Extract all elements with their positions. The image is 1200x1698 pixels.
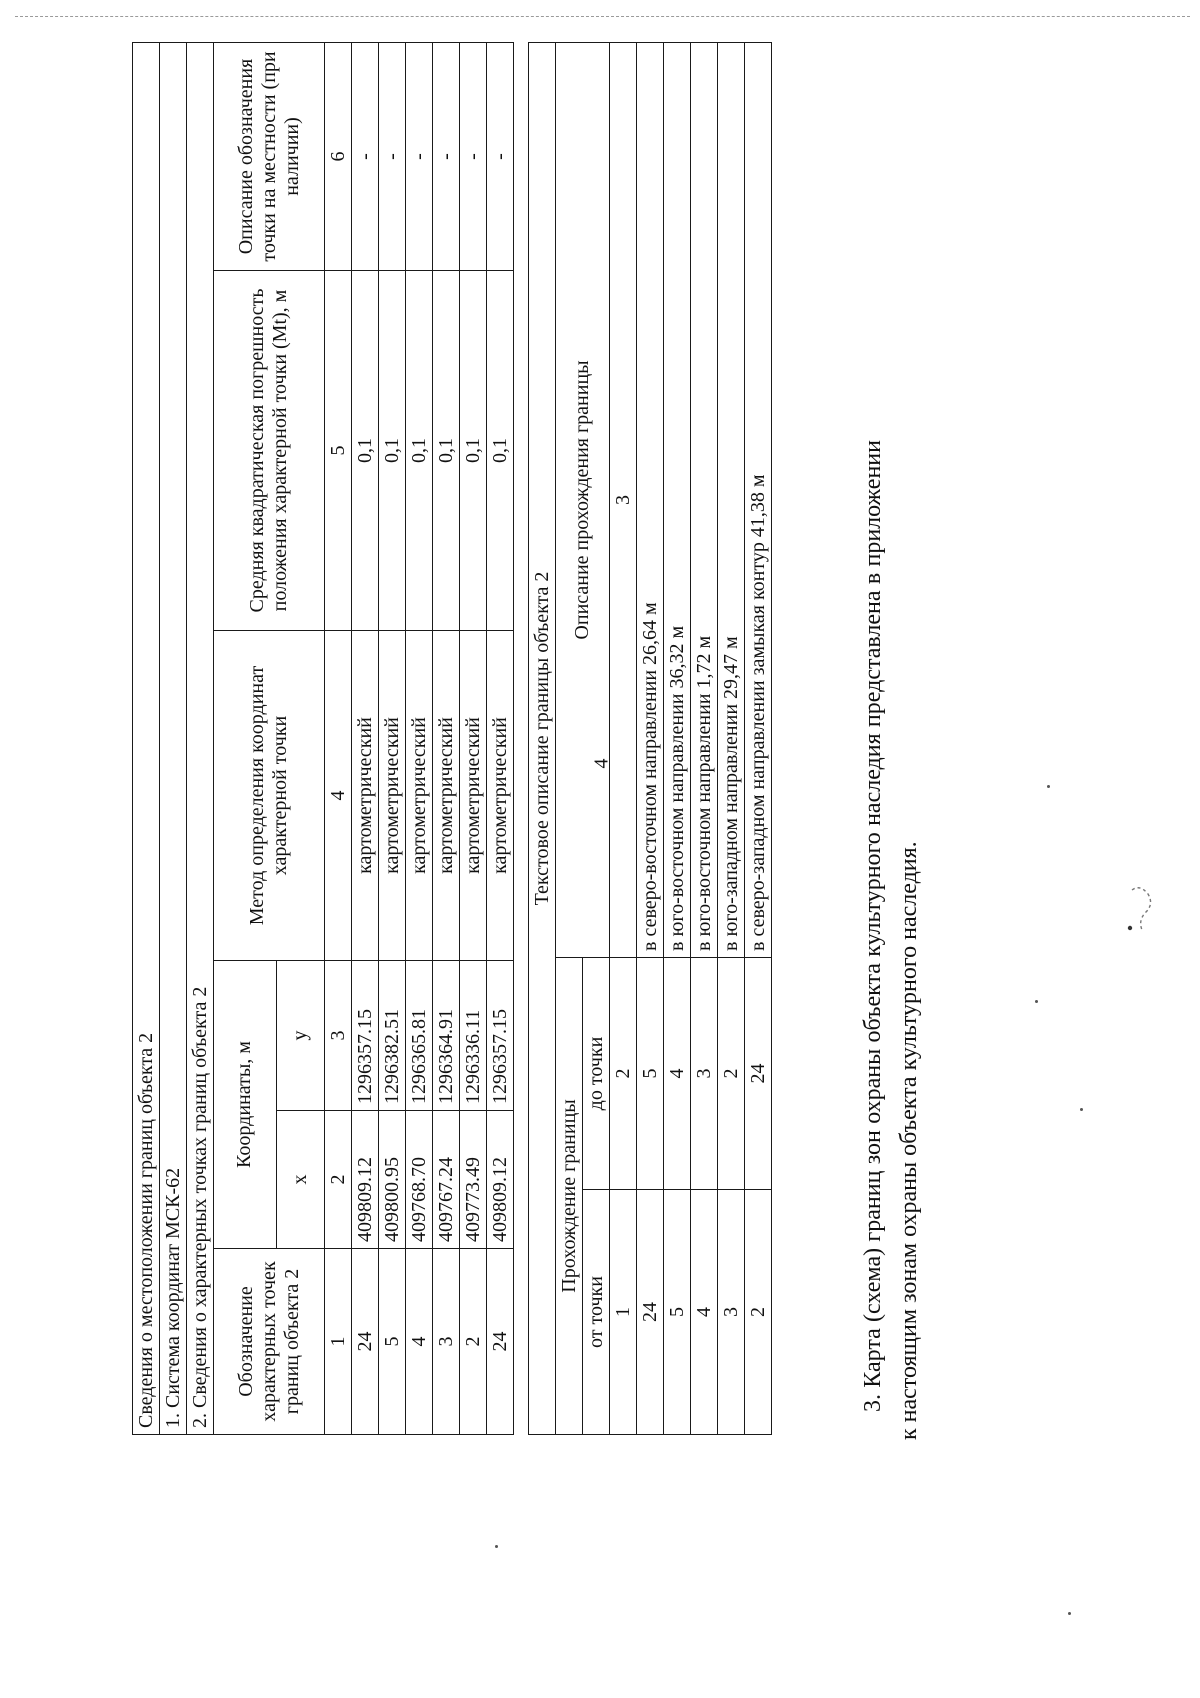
header-from-point: от точки [583, 1190, 610, 1435]
scan-speck [1047, 785, 1050, 788]
col-number: 4 [325, 631, 352, 961]
point-id: 3 [433, 1249, 460, 1435]
coord-y: 1296365.81 [406, 961, 433, 1111]
error-value: 0,1 [352, 271, 379, 631]
table-row [460, 43, 487, 1435]
coord-y: 1296382.51 [379, 961, 406, 1111]
from-point: 3 [718, 1190, 745, 1435]
point-id: 2 [460, 1249, 487, 1435]
coord-y: 1296336.11 [460, 961, 487, 1111]
boundary-rows [637, 42, 772, 1434]
header-y: y [276, 961, 324, 1111]
coord-x: 409773.49 [460, 1111, 487, 1249]
from-point: 24 [637, 1190, 664, 1435]
boundary-description-table [528, 42, 772, 1435]
coord-x: 409800.95 [379, 1111, 406, 1249]
table-row [745, 42, 772, 1434]
page-number: 4 [590, 758, 613, 769]
scan-speck [1035, 1000, 1038, 1003]
to-point: 2 [718, 958, 745, 1190]
error-value: 0,1 [433, 271, 460, 631]
scan-speck [495, 1545, 498, 1548]
map-note-paragraph: 3. Карта (схема) границ зон охраны объекта культурного наследия представлена в приложении к настоящим зонам охраны объекта культурного наследия. [860, 440, 922, 1440]
points-rows [352, 43, 514, 1435]
to-point: 24 [745, 958, 772, 1190]
table2-title: Текстовое описание границы объекта 2 [529, 42, 556, 1434]
table-row [637, 42, 664, 1434]
coord-x: 409768.70 [406, 1111, 433, 1249]
table1-rotated [132, 42, 514, 1435]
error-value: 0,1 [406, 271, 433, 631]
points-table [132, 42, 514, 1435]
table2-rotated [528, 42, 772, 1435]
col-number: 1 [325, 1249, 352, 1435]
boundary-description: в юго-восточном направлении 1,72 м [691, 42, 718, 957]
point-id: 4 [406, 1249, 433, 1435]
table-row [664, 42, 691, 1434]
header-description: Описание обозначения точки на местности (при наличии) [214, 43, 325, 271]
coord-y: 1296357.15 [352, 961, 379, 1111]
coord-x: 409767.24 [433, 1111, 460, 1249]
header-error: Средняя квадратическая погрешность положения характерной точки (Mt), м [214, 271, 325, 631]
boundary-description: в юго-западном направлении 29,47 м [718, 42, 745, 957]
table-row [691, 42, 718, 1434]
table-row [487, 43, 514, 1435]
method: картометрический [406, 631, 433, 961]
to-point: 5 [637, 958, 664, 1190]
col-number: 3 [610, 42, 637, 957]
boundary-description: в юго-восточном направлении 36,32 м [664, 42, 691, 957]
method: картометрический [379, 631, 406, 961]
table-row [352, 43, 379, 1435]
method: картометрический [460, 631, 487, 961]
col-number: 2 [325, 1111, 352, 1249]
point-id: 5 [379, 1249, 406, 1435]
coord-y: 1296364.91 [433, 961, 460, 1111]
coord-x: 409809.12 [487, 1111, 514, 1249]
scan-smudge [1120, 880, 1160, 940]
point-description: - [406, 43, 433, 271]
error-value: 0,1 [379, 271, 406, 631]
error-value: 0,1 [460, 271, 487, 631]
table-row [433, 43, 460, 1435]
method: картометрический [433, 631, 460, 961]
table-row [406, 43, 433, 1435]
header-method: Метод определения координат характерной точки [214, 631, 325, 961]
point-description: - [352, 43, 379, 271]
boundary-description: в северо-восточном направлении 26,64 м [637, 42, 664, 957]
header-to-point: до точки [583, 958, 610, 1190]
from-point: 2 [745, 1190, 772, 1435]
scan-speck [1068, 1612, 1071, 1615]
col-number: 2 [610, 958, 637, 1190]
from-point: 5 [664, 1190, 691, 1435]
header-boundary-description: Описание прохождения границы [556, 42, 610, 957]
boundary-description: в северо-западном направлении замыкая контур 41,38 м [745, 42, 772, 957]
to-point: 3 [691, 958, 718, 1190]
coord-system-caption: 1. Система координат МСК-62 [160, 43, 187, 1435]
col-number: 3 [325, 961, 352, 1111]
points-caption: 2. Сведения о характерных точках границ объекта 2 [187, 43, 214, 1435]
method: картометрический [352, 631, 379, 961]
top-rule [15, 16, 1190, 17]
table-row [379, 43, 406, 1435]
coord-x: 409809.12 [352, 1111, 379, 1249]
col-number: 1 [610, 1190, 637, 1435]
header-coords: Координаты, м [214, 961, 277, 1249]
point-id: 24 [352, 1249, 379, 1435]
header-x: x [276, 1111, 324, 1249]
error-value: 0,1 [487, 271, 514, 631]
point-description: - [433, 43, 460, 271]
col-number: 6 [325, 43, 352, 271]
method: картометрический [487, 631, 514, 961]
table1-title: Сведения о местоположении границ объекта 2 [133, 43, 160, 1435]
header-passage: Прохождение границы [556, 958, 583, 1435]
scan-speck [1080, 1108, 1083, 1111]
col-number: 5 [325, 271, 352, 631]
table-row [718, 42, 745, 1434]
point-description: - [487, 43, 514, 271]
point-id: 24 [487, 1249, 514, 1435]
coord-y: 1296357.15 [487, 961, 514, 1111]
to-point: 4 [664, 958, 691, 1190]
from-point: 4 [691, 1190, 718, 1435]
point-description: - [379, 43, 406, 271]
header-designation: Обозначение характерных точек границ объекта 2 [214, 1249, 325, 1435]
point-description: - [460, 43, 487, 271]
